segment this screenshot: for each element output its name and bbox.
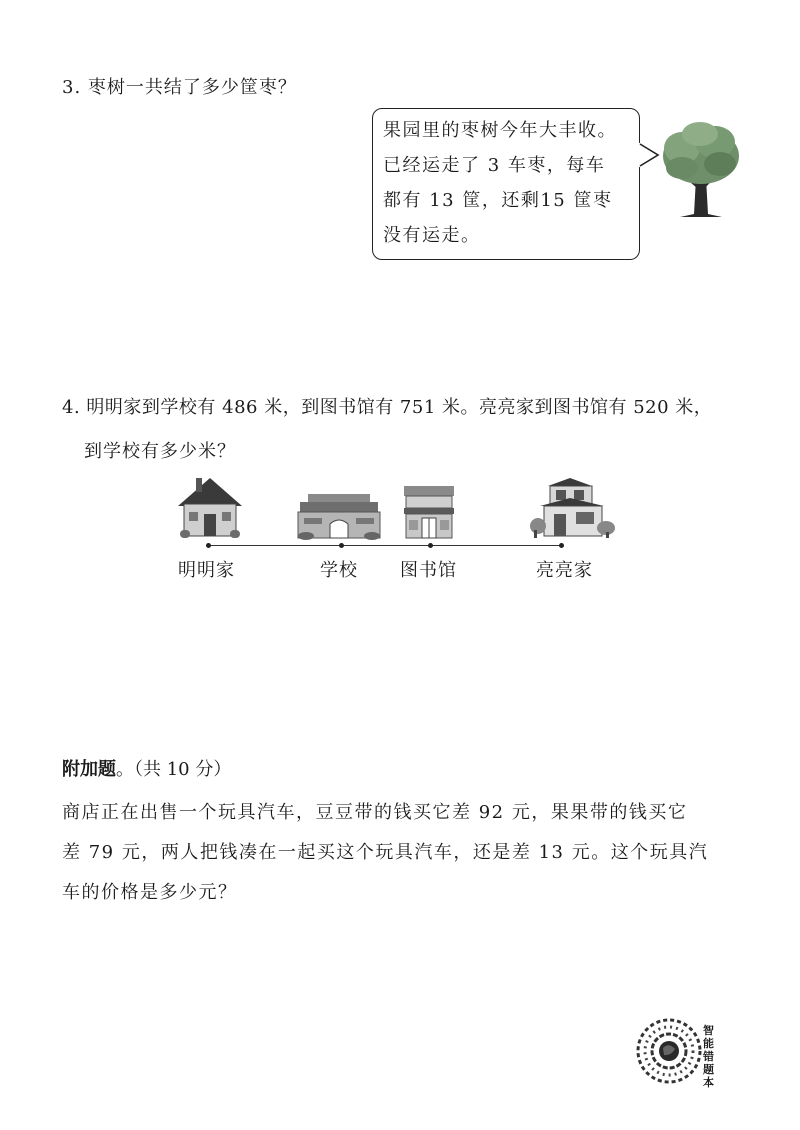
qr-code-icon[interactable]: [636, 1018, 702, 1084]
bubble-line-4: 没有运走。: [383, 225, 481, 246]
bonus-heading: [62, 755, 231, 781]
question-4-cont: 到学校有多少米？: [84, 441, 236, 462]
house-icon-2: [530, 476, 616, 540]
point-mingming: [206, 543, 211, 548]
house-icon: [176, 474, 244, 540]
label-liangliang-home: 亮亮家: [536, 560, 593, 581]
point-library: [428, 543, 433, 548]
bonus-line-2: 差 79 元，两人把钱凑在一起买这个玩具汽车，还是差 13 元。这个玩具汽: [62, 842, 709, 863]
school-icon: [296, 490, 382, 540]
speech-bubble: [372, 108, 640, 260]
bonus-line-3: 车的价格是多少元？: [62, 882, 238, 903]
question-3: 3. 枣树一共结了多少筐枣？: [62, 77, 297, 98]
tree-icon: [660, 118, 742, 220]
bonus-score: 。（共 10 分）: [116, 759, 232, 780]
question-4: 4. 明明家到学校有 486 米，到图书馆有 751 米。亮亮家到图书馆有 520 米，: [62, 397, 713, 418]
bubble-line-3: 都有 13 筐，还剩15 筐枣: [383, 190, 613, 211]
bonus-title: 附加题: [62, 759, 116, 780]
label-library: 图书馆: [400, 560, 457, 581]
label-school: 学校: [320, 560, 358, 581]
bubble-tail: [636, 140, 662, 170]
distance-line: [206, 545, 562, 546]
library-icon: [402, 484, 456, 540]
qr-label: 智能错题本: [703, 1024, 714, 1089]
point-school: [339, 543, 344, 548]
label-mingming-home: 明明家: [178, 560, 235, 581]
bonus-line-1: 商店正在出售一个玩具汽车，豆豆带的钱买它差 92 元，果果带的钱买它: [62, 802, 688, 823]
bubble-line-1: 果园里的枣树今年大丰收。: [383, 120, 617, 141]
point-liangliang: [559, 543, 564, 548]
bubble-line-2: 已经运走了 3 车枣，每车: [383, 155, 606, 176]
